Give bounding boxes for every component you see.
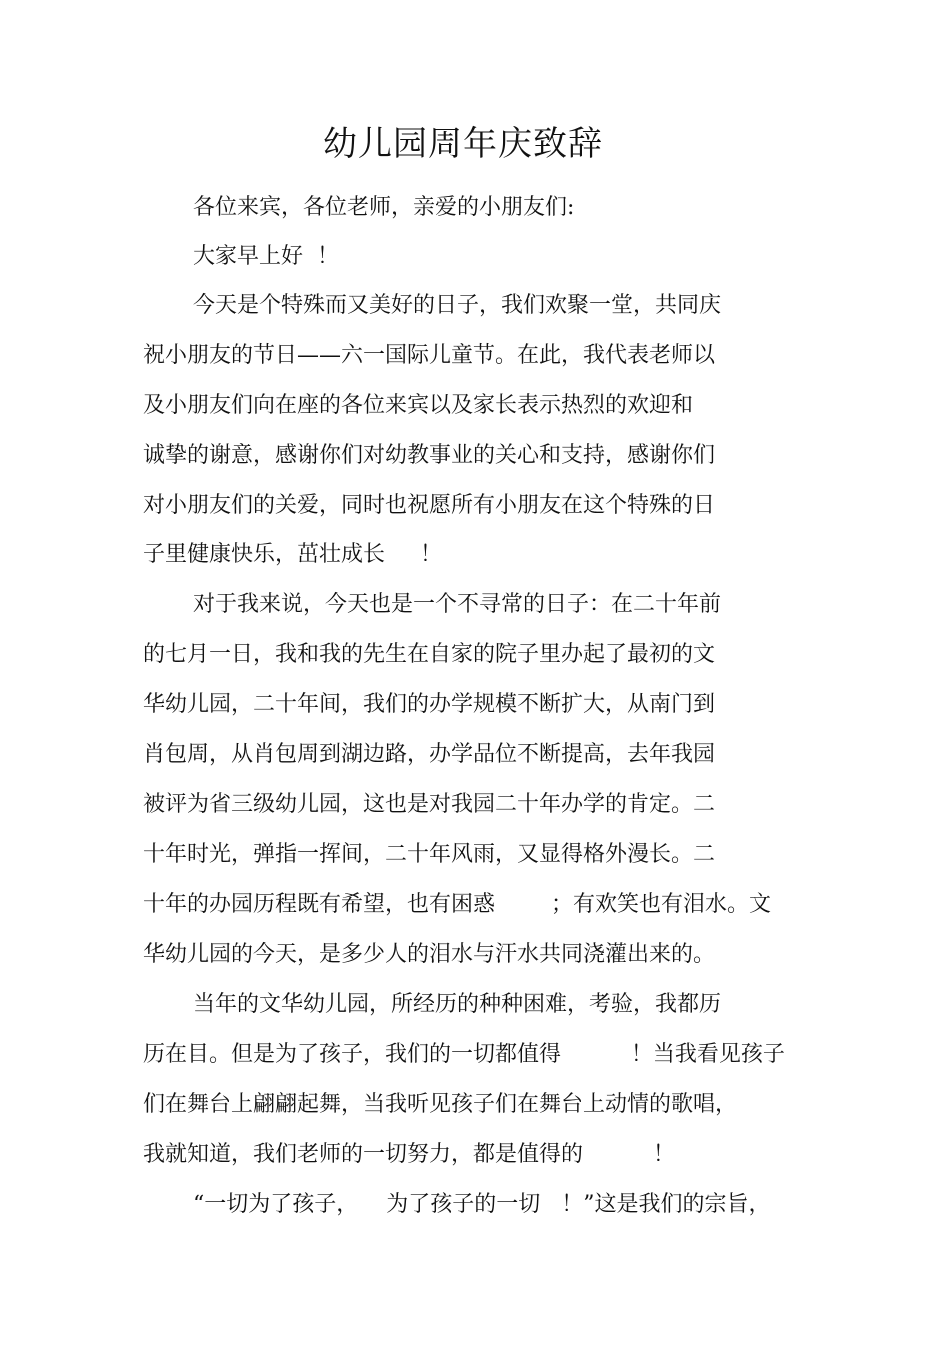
paragraph-line: 历在目。但是为了孩子，我们的一切都值得 ！当我看见孩子: [143, 1042, 785, 1067]
paragraph-line: 十年时光，弹指一挥间，二十年风雨，又显得格外漫长。二: [143, 842, 716, 867]
paragraph-line: 们在舞台上翩翩起舞，当我听见孩子们在舞台上动情的歌唱，: [143, 1092, 738, 1117]
paragraph-line: 诚挚的谢意，感谢你们对幼教事业的关心和支持，感谢你们: [143, 443, 716, 468]
paragraph-line: “一切为了孩子， 为了孩子的一切 ！”这是我们的宗旨，: [193, 1192, 771, 1217]
paragraph-line: 肖包周，从肖包周到湖边路，办学品位不断提高，去年我园: [143, 742, 716, 767]
paragraph-line: 祝小朋友的节日——六一国际儿童节。在此，我代表老师以: [143, 343, 716, 368]
paragraph-line: 今天是个特殊而又美好的日子，我们欢聚一堂，共同庆: [193, 293, 722, 318]
paragraph-line: 对于我来说，今天也是一个不寻常的日子：在二十年前: [193, 592, 722, 617]
paragraph-line: 子里健康快乐，茁壮成长 ！: [143, 542, 442, 567]
paragraph-line: 被评为省三级幼儿园，这也是对我园二十年办学的肯定。二: [143, 792, 716, 817]
paragraph-line: 我就知道，我们老师的一切努力，都是值得的 ！: [143, 1142, 675, 1167]
paragraph-line: 的七月一日，我和我的先生在自家的院子里办起了最初的文: [143, 642, 716, 667]
document-title: 幼儿园周年庆致辞: [323, 124, 603, 164]
paragraph-line: 及小朋友们向在座的各位来宾以及家长表示热烈的欢迎和: [143, 393, 694, 418]
paragraph-line: 华幼儿园，二十年间，我们的办学规模不断扩大，从南门到: [143, 692, 716, 717]
greeting-line: 各位来宾，各位老师，亲爱的小朋友们:: [193, 195, 575, 220]
paragraph-line: 华幼儿园的今天，是多少人的泪水与汗水共同浇灌出来的。: [143, 942, 716, 967]
morning-greeting: 大家早上好 ！: [193, 244, 339, 269]
paragraph-line: 对小朋友们的关爱，同时也祝愿所有小朋友在这个特殊的日: [143, 493, 716, 518]
paragraph-line: 十年的办园历程既有希望，也有困惑 ；有欢笑也有泪水。文: [143, 892, 771, 917]
paragraph-line: 当年的文华幼儿园，所经历的种种困难，考验，我都历: [193, 992, 722, 1017]
